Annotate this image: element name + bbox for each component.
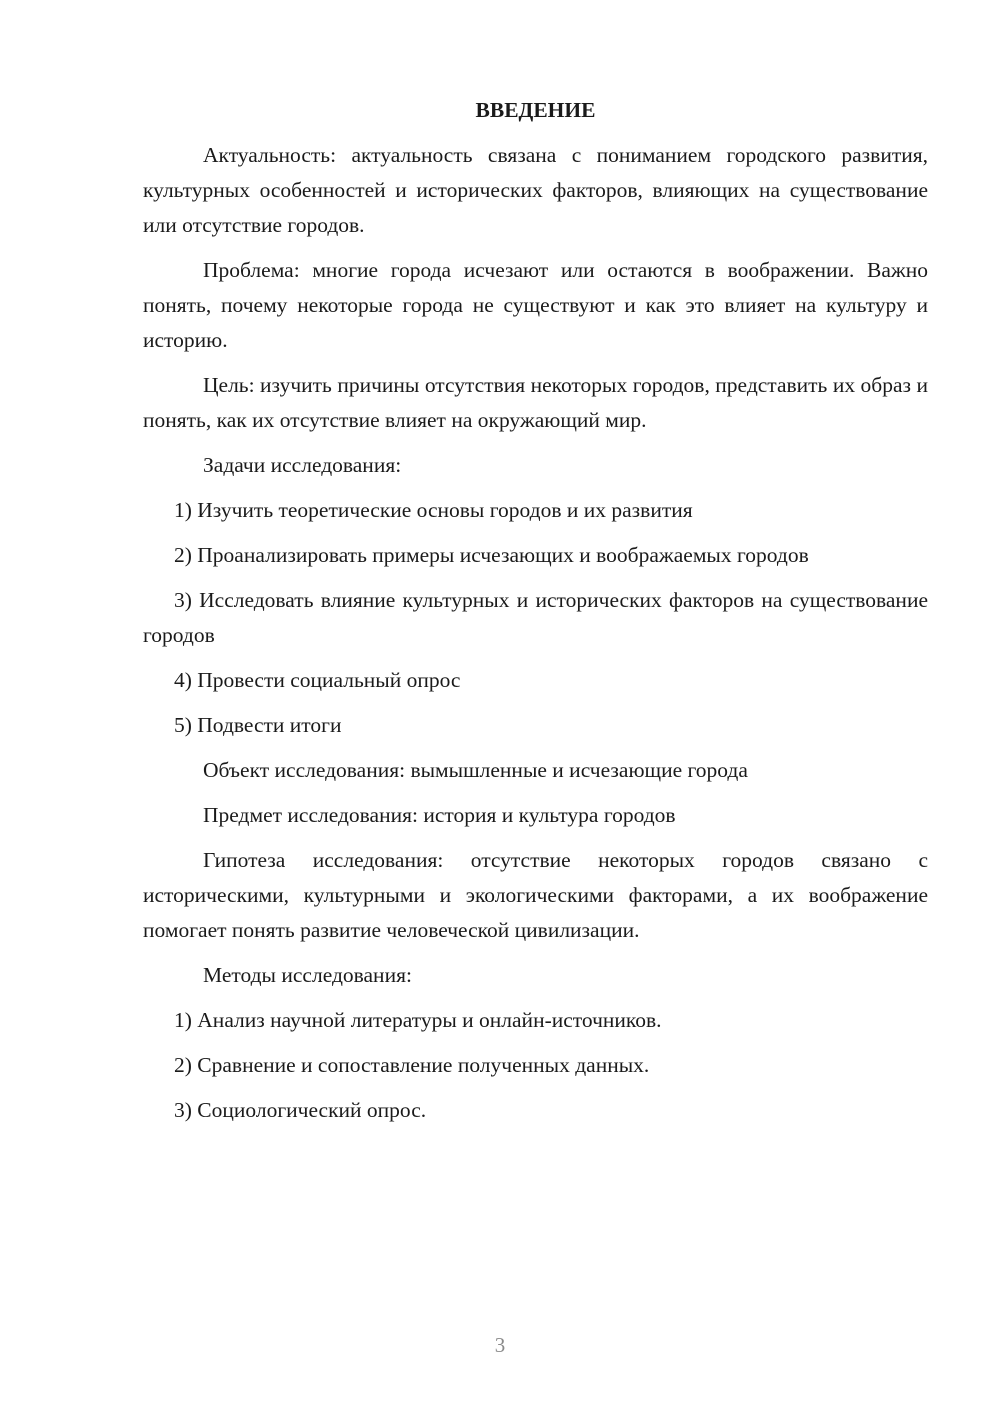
list-item-task: 3) Исследовать влияние культурных и исторических факторов на существование городов xyxy=(143,588,928,647)
paragraph-subject: Предмет исследования: история и культура городов xyxy=(203,803,676,827)
paragraph-object: Объект исследования: вымышленные и исчезающие города xyxy=(203,758,748,782)
paragraph-goal: Цель: изучить причины отсутствия некоторых городов, представить их образ и понять, как их отсутствие влияет на окружающий мир. xyxy=(143,373,928,432)
page-content xyxy=(143,93,928,1128)
list-item-task: 2) Проанализировать примеры исчезающих и воображаемых городов xyxy=(174,543,809,567)
section-title: ВВЕДЕНИЕ xyxy=(475,98,596,122)
paragraph-relevance: Актуальность: актуальность связана с пониманием городского развития, культурных особенностей и исторических факторов, влияющих на существование или отсутствие городов. xyxy=(143,143,928,237)
list-item-method: 1) Анализ научной литературы и онлайн-источников. xyxy=(174,1008,662,1032)
list-item-task: 5) Подвести итоги xyxy=(174,713,342,737)
tasks-heading: Задачи исследования: xyxy=(203,453,402,477)
paragraph-hypothesis: Гипотеза исследования: отсутствие некоторых городов связано с историческими, культурными и экологическими факторами, а их воображение помогает понять развитие человеческой цивилизации. xyxy=(143,848,928,942)
list-item-method: 2) Сравнение и сопоставление полученных данных. xyxy=(174,1053,650,1077)
list-item-task: 1) Изучить теоретические основы городов и их развития xyxy=(174,498,693,522)
page-number: 3 xyxy=(494,1333,506,1357)
list-item-task: 4) Провести социальный опрос xyxy=(174,668,461,692)
list-item-method: 3) Социологический опрос. xyxy=(174,1098,427,1122)
methods-heading: Методы исследования: xyxy=(203,963,412,987)
paragraph-problem: Проблема: многие города исчезают или остаются в воображении. Важно понять, почему некоторые города не существуют и как это влияет на культуру и историю. xyxy=(143,258,928,352)
